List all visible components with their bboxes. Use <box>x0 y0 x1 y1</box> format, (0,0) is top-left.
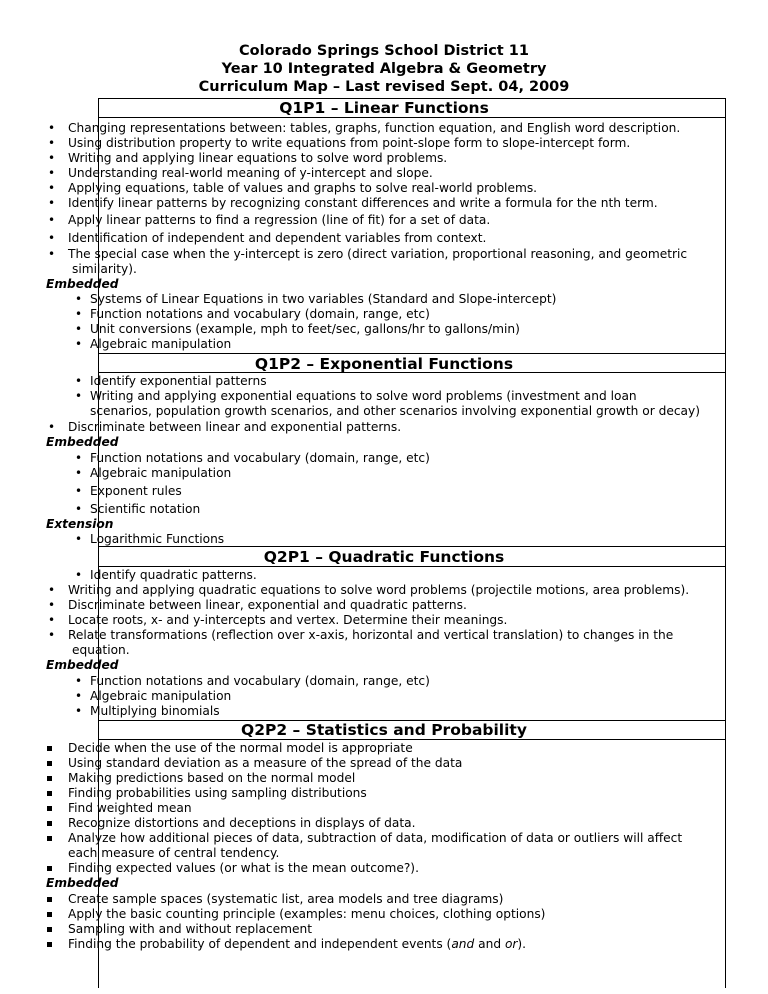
list-item: Find weighted mean <box>68 801 192 815</box>
bullet-icon: • <box>48 231 56 245</box>
bullet-icon: • <box>75 502 83 516</box>
bullet-icon: • <box>75 532 83 546</box>
list-item: Sampling with and without replacement <box>68 922 313 936</box>
bullet-icon: • <box>75 292 83 306</box>
section-heading-q2p1: Q2P1 – Quadratic Functions <box>263 548 505 566</box>
list-item: Unit conversions (example, mph to feet/sec, gallons/hr to gallons/min) <box>90 322 520 336</box>
divider <box>98 566 726 567</box>
list-item: Algebraic manipulation <box>90 337 232 351</box>
list-item-continuation: similarity). <box>72 262 137 276</box>
square-bullet-icon <box>47 912 52 917</box>
divider <box>98 353 726 354</box>
bullet-icon: • <box>48 181 56 195</box>
list-item-text: and <box>474 937 505 951</box>
list-item: Identification of independent and dependent variables from context. <box>68 231 487 245</box>
list-item: Applying equations, table of values and graphs to solve real-world problems. <box>68 181 538 195</box>
embedded-label: Embedded <box>46 277 119 291</box>
embedded-label: Embedded <box>46 658 119 672</box>
section-heading-q2p2: Q2P2 – Statistics and Probability <box>241 721 527 739</box>
list-item: Discriminate between linear and exponential patterns. <box>68 420 402 434</box>
bullet-icon: • <box>75 484 83 498</box>
bullet-icon: • <box>48 166 56 180</box>
embedded-label: Embedded <box>46 876 119 890</box>
list-item: Making predictions based on the normal model <box>68 771 356 785</box>
square-bullet-icon <box>47 821 52 826</box>
bullet-icon: • <box>48 613 56 627</box>
list-item: Function notations and vocabulary (domain, range, etc) <box>90 451 430 465</box>
list-item: Using standard deviation as a measure of the spread of the data <box>68 756 463 770</box>
bullet-icon: • <box>48 628 56 642</box>
square-bullet-icon <box>47 866 52 871</box>
bullet-icon: • <box>48 598 56 612</box>
square-bullet-icon <box>47 791 52 796</box>
list-item: Function notations and vocabulary (domain, range, etc) <box>90 307 430 321</box>
divider <box>98 117 726 118</box>
list-item: Writing and applying quadratic equations to solve word problems (projectile motions, area problems). <box>68 583 690 597</box>
bullet-icon: • <box>48 583 56 597</box>
document-title-line3: Curriculum Map – Last revised Sept. 04, 2009 <box>198 79 570 95</box>
bullet-icon: • <box>75 466 83 480</box>
list-item: Understanding real-world meaning of y-intercept and slope. <box>68 166 433 180</box>
bullet-icon: • <box>75 689 83 703</box>
square-bullet-icon <box>47 776 52 781</box>
emphasis-text: or <box>504 937 518 951</box>
bullet-icon: • <box>48 247 56 261</box>
list-item: Multiplying binomials <box>90 704 220 718</box>
square-bullet-icon <box>47 761 52 766</box>
list-item-text: ). <box>517 937 527 951</box>
divider <box>98 739 726 740</box>
list-item: Exponent rules <box>90 484 182 498</box>
embedded-label: Embedded <box>46 435 119 449</box>
bullet-icon: • <box>75 374 83 388</box>
section-heading-q1p2: Q1P2 – Exponential Functions <box>254 355 514 373</box>
bullet-icon: • <box>48 151 56 165</box>
square-bullet-icon <box>47 746 52 751</box>
list-item: Identify linear patterns by recognizing constant differences and write a formula for the nth term. <box>68 196 658 210</box>
list-item-continuation: equation. <box>72 643 130 657</box>
bullet-icon: • <box>75 322 83 336</box>
list-item: Finding probabilities using sampling distributions <box>68 786 367 800</box>
list-item: Systems of Linear Equations in two variables (Standard and Slope-intercept) <box>90 292 557 306</box>
list-item: Decide when the use of the normal model is appropriate <box>68 741 413 755</box>
list-item: Apply the basic counting principle (examples: menu choices, clothing options) <box>68 907 546 921</box>
table-border-right <box>725 98 726 988</box>
bullet-icon: • <box>75 451 83 465</box>
square-bullet-icon <box>47 927 52 932</box>
square-bullet-icon <box>47 897 52 902</box>
list-item: Logarithmic Functions <box>90 532 225 546</box>
list-item-text: Finding the probability of dependent and independent events ( <box>68 937 452 951</box>
extension-label: Extension <box>46 517 114 531</box>
bullet-icon: • <box>75 674 83 688</box>
list-item <box>68 937 526 952</box>
bullet-icon: • <box>75 337 83 351</box>
list-item: Algebraic manipulation <box>90 689 232 703</box>
list-item: Writing and applying linear equations to solve word problems. <box>68 151 448 165</box>
document-title-line2: Year 10 Integrated Algebra & Geometry <box>221 61 547 77</box>
bullet-icon: • <box>48 196 56 210</box>
list-item: Create sample spaces (systematic list, area models and tree diagrams) <box>68 892 504 906</box>
list-item: Finding expected values (or what is the mean outcome?). <box>68 861 419 875</box>
square-bullet-icon <box>47 942 52 947</box>
list-item: Analyze how additional pieces of data, subtraction of data, modification of data or outliers will affect <box>68 831 683 845</box>
list-item: Algebraic manipulation <box>90 466 232 480</box>
list-item: Apply linear patterns to find a regression (line of fit) for a set of data. <box>68 213 491 227</box>
bullet-icon: • <box>75 704 83 718</box>
list-item: Locate roots, x- and y-intercepts and vertex. Determine their meanings. <box>68 613 508 627</box>
emphasis-text: and <box>451 937 475 951</box>
bullet-icon: • <box>75 389 83 403</box>
list-item: Identify quadratic patterns. <box>90 568 257 582</box>
list-item: Recognize distortions and deceptions in displays of data. <box>68 816 416 830</box>
bullet-icon: • <box>75 568 83 582</box>
document-title-line1: Colorado Springs School District 11 <box>239 43 529 59</box>
bullet-icon: • <box>48 121 56 135</box>
list-item: Relate transformations (reflection over x-axis, horizontal and vertical translation) to changes in the <box>68 628 674 642</box>
list-item-continuation: each measure of central tendency. <box>68 846 280 860</box>
bullet-icon: • <box>48 420 56 434</box>
bullet-icon: • <box>48 213 56 227</box>
list-item-continuation: scenarios, population growth scenarios, and other scenarios involving exponential growth or decay) <box>90 404 700 418</box>
list-item: Identify exponential patterns <box>90 374 267 388</box>
list-item: Using distribution property to write equations from point-slope form to slope-intercept form. <box>68 136 631 150</box>
square-bullet-icon <box>47 836 52 841</box>
square-bullet-icon <box>47 806 52 811</box>
list-item: Discriminate between linear, exponential and quadratic patterns. <box>68 598 467 612</box>
list-item: Scientific notation <box>90 502 201 516</box>
list-item: Function notations and vocabulary (domain, range, etc) <box>90 674 430 688</box>
bullet-icon: • <box>48 136 56 150</box>
section-heading-q1p1: Q1P1 – Linear Functions <box>279 99 489 117</box>
list-item: The special case when the y-intercept is zero (direct variation, proportional reasoning, and geometric <box>68 247 688 261</box>
bullet-icon: • <box>75 307 83 321</box>
list-item: Writing and applying exponential equations to solve word problems (investment and loan <box>90 389 637 403</box>
list-item: Changing representations between: tables, graphs, function equation, and English word description. <box>68 121 681 135</box>
